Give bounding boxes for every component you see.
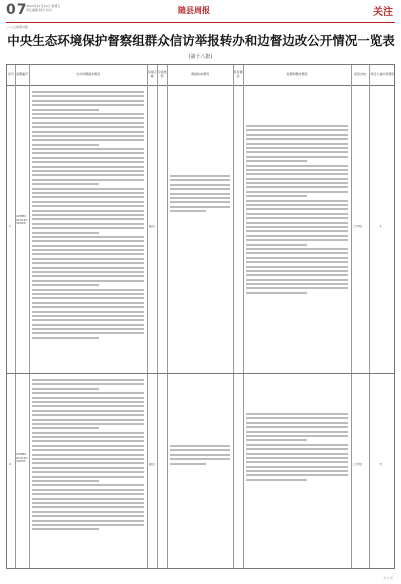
row-status: 已办结	[353, 225, 363, 228]
page-title: 中央生态环境保护督察组群众信访举报转办和边督边改公开情况一览表	[7, 33, 395, 48]
issue-text	[32, 379, 144, 565]
row-accountability: 无	[379, 225, 383, 228]
paper-masthead: 随县周报	[178, 5, 210, 15]
header-investigation: 调查核实情况	[190, 72, 209, 77]
table-row	[7, 373, 394, 569]
header-accountability: 责任人被问责情况	[370, 72, 395, 77]
continued-note: ——(上接第1版)	[6, 25, 29, 29]
header-rule	[6, 22, 395, 23]
header-pollution-type: 污染类型	[157, 70, 167, 78]
batch-subtitle: (第十八批)	[188, 54, 213, 60]
table-header	[7, 65, 394, 86]
header-handling: 处理和整改情况	[286, 72, 308, 77]
issue-text	[32, 91, 144, 369]
section-name: 关注	[373, 7, 393, 18]
header-completed: 是否办结	[353, 72, 366, 77]
row-code: X2HB202311030025	[16, 215, 28, 226]
row-index: 1	[9, 225, 11, 228]
date-line	[26, 4, 60, 12]
handling-text	[246, 125, 348, 355]
header-index: 序号	[7, 72, 14, 77]
header-verified: 是否属实	[233, 70, 243, 78]
editor-text: 责任编辑 版式 校对	[26, 8, 52, 12]
row-status: 已办结	[353, 463, 363, 466]
handling-text	[246, 413, 348, 513]
investigation-text	[170, 445, 230, 485]
row-region: 随县	[149, 463, 156, 466]
disclosure-table	[6, 64, 395, 569]
row-accountability: 无	[379, 463, 383, 466]
date-text: 2023年11月10日 星期五	[26, 4, 61, 8]
page-footer: 共 1 页	[383, 576, 393, 580]
row-index: 2	[9, 463, 11, 466]
row-region: 随县	[149, 225, 156, 228]
header-issue: 交办问题基本情况	[75, 72, 100, 77]
header-region: 行政区域	[147, 70, 157, 78]
page-number: 07	[6, 2, 28, 18]
table-row	[7, 85, 394, 374]
row-code: X2HB202311030037	[16, 453, 28, 464]
investigation-text	[170, 175, 230, 245]
header-code: 受理编号	[15, 72, 28, 77]
page-header	[0, 0, 401, 22]
